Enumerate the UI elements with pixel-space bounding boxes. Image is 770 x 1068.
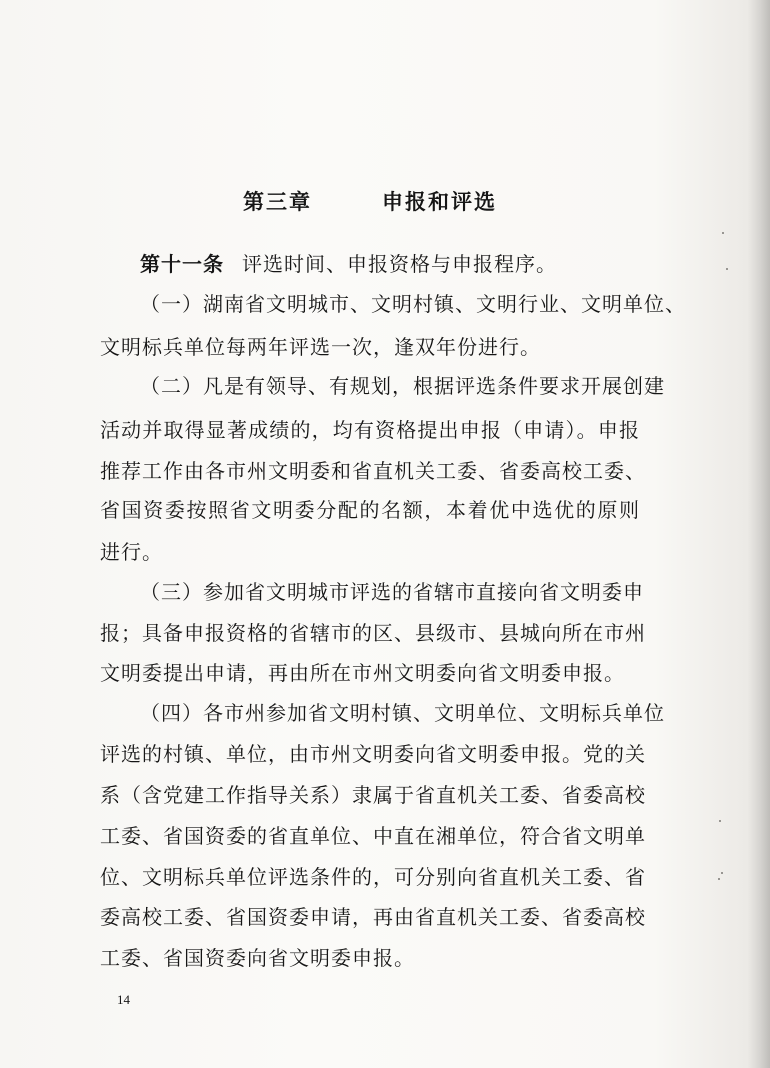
paragraph-line: 进行。 [100, 540, 163, 564]
paragraph-line: 活动并取得显著成绩的，均有资格提出申报（申请）。申报 [100, 418, 640, 442]
paragraph-line: 推荐工作由各市州文明委和省直机关工委、省委高校工委、 [100, 459, 646, 483]
scan-speck [722, 232, 724, 234]
page-number: 14 [117, 992, 130, 1007]
scan-speck [718, 878, 720, 880]
paragraph-line: 位、文明标兵单位评选条件的，可分别向省直机关工委、省 [100, 865, 646, 889]
chapter-title: 第三章 申报和评选 [243, 190, 497, 214]
paragraph-line: 省国资委按照省文明委分配的名额，本着优中选优的原则 [100, 498, 640, 522]
paragraph-line: 文明标兵单位每两年评选一次，逢双年份进行。 [100, 335, 541, 359]
paragraph-line: 评选的村镇、单位，由市州文明委向省文明委申报。党的关 [100, 742, 646, 766]
paragraph-line: （一）湖南省文明城市、文明村镇、文明行业、文明单位、 [140, 292, 686, 316]
page-edge-shadow [748, 0, 770, 1068]
paragraph-line: （二）凡是有领导、有规划，根据评选条件要求开展创建 [140, 374, 665, 398]
article-heading-line [140, 250, 640, 278]
scan-speck [726, 268, 728, 270]
scan-speck [719, 820, 721, 822]
paragraph-line: （三）参加省文明城市评选的省辖市直接向省文明委申 [140, 580, 644, 604]
paragraph-line: 工委、省国资委向省文明委申报。 [100, 946, 415, 970]
paragraph-line: 工委、省国资委的省直单位、中直在湘单位，符合省文明单 [100, 824, 646, 848]
paragraph-line: 委高校工委、省国资委申请，再由省直机关工委、省委高校 [100, 905, 646, 929]
article-title: 评选时间、申报资格与申报程序。 [242, 252, 557, 276]
scan-speck [721, 872, 723, 874]
paragraph-line: （四）各市州参加省文明村镇、文明单位、文明标兵单位 [140, 701, 665, 725]
paragraph-line: 系（含党建工作指导关系）隶属于省直机关工委、省委高校 [100, 783, 646, 807]
paragraph-line: 报；具备申报资格的省辖市的区、县级市、县城向所在市州 [100, 621, 646, 645]
article-number: 第十一条 [140, 252, 224, 276]
paragraph-line: 文明委提出申请，再由所在市州文明委向省文明委申报。 [100, 661, 625, 685]
